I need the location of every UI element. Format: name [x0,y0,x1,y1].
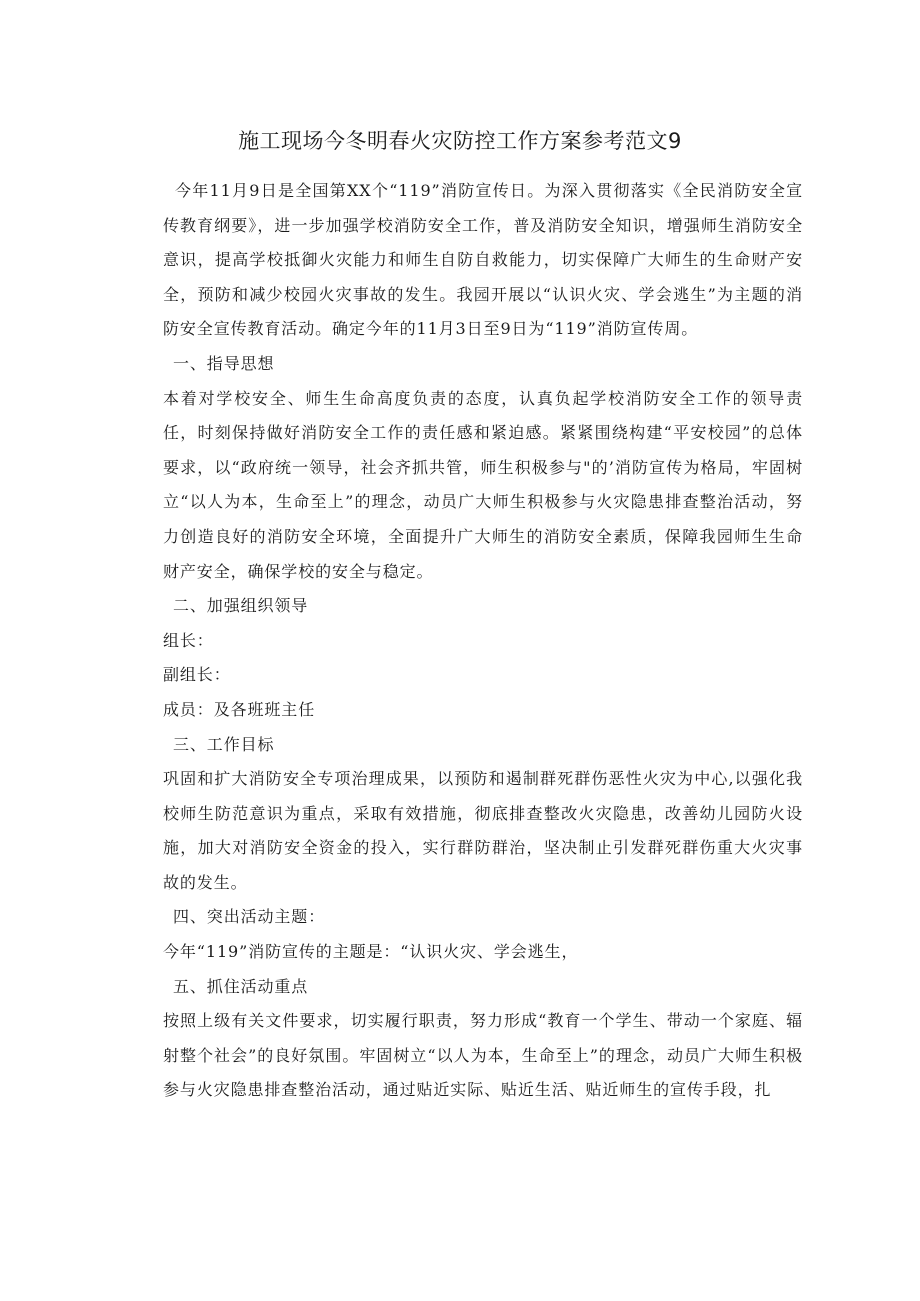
section-heading-goals: 三、工作目标 [173,734,275,754]
theme-line: 今年“119”消防宣传的主题是：“认识火灾、学会逃生， [163,942,579,962]
members-line: 成员：及各班班主任 [163,699,316,719]
document-body [163,174,803,1108]
section-heading-organization: 二、加强组织领导 [173,596,309,616]
section-heading-focus: 五、抓住活动重点 [173,976,309,996]
team-leader-line: 组长： [163,630,214,650]
body-paragraph: 本着对学校安全、师生生命高度负责的态度，认真负起学校消防安全工作的领导责任，时刻保持做好消防安全工作的责任感和紧迫感。紧紧围绕构建“平安校园”的总体要求，以“政府统一领导，社会齐抓共管，师生积极参与"的’消防宣传为格局，牢固树立“以人为本，生命至上”的理念，动员广大师生积极参与火灾隐患排查整治活动，努力创造良好的消防安全环境，全面提升广大师生的消防安全素质，保障我园师生生命财产安全，确保学校的安全与稳定。 [163,388,803,581]
body-paragraph: 巩固和扩大消防安全专项治理成果，以预防和遏制群死群伤恶性火灾为中心,以强化我校师生防范意识为重点，采取有效措施，彻底排查整改火灾隐患，改善幼儿园防火设施，加大对消防安全资金的投入，实行群防群治，坚决制止引发群死群伤重大火灾事故的发生。 [163,769,803,892]
section-heading-theme: 四、突出活动主题： [173,907,326,927]
intro-paragraph: 今年11月9日是全国第XX个“119”消防宣传日。为深入贯彻落实《全民消防安全宣传教育纲要》，进一步加强学校消防安全工作，普及消防安全知识，增强师生消防安全意识，提高学校抵御火灾能力和师生自防自救能力，切实保障广大师生的生命财产安全，预防和减少校园火灾事故的发生。我园开展以“认识火灾、学会逃生”为主题的消防安全宣传教育活动。确定今年的11月3日至9日为“119”消防宣传周。 [163,181,803,339]
document-title: 施工现场今冬明春火灾防控工作方案参考范文9 [238,129,682,153]
body-paragraph: 按照上级有关文件要求，切实履行职责，努力形成“教育一个学生、带动一个家庭、辐射整个社会”的良好氛围。牢固树立“以人为本，生命至上”的理念，动员广大师生积极参与火灾隐患排查整治活动，通过贴近实际、贴近生活、贴近师生的宣传手段，扎 [163,1011,803,1100]
section-heading-guiding-ideology: 一、指导思想 [173,353,275,373]
deputy-leader-line: 副组长： [163,665,231,685]
